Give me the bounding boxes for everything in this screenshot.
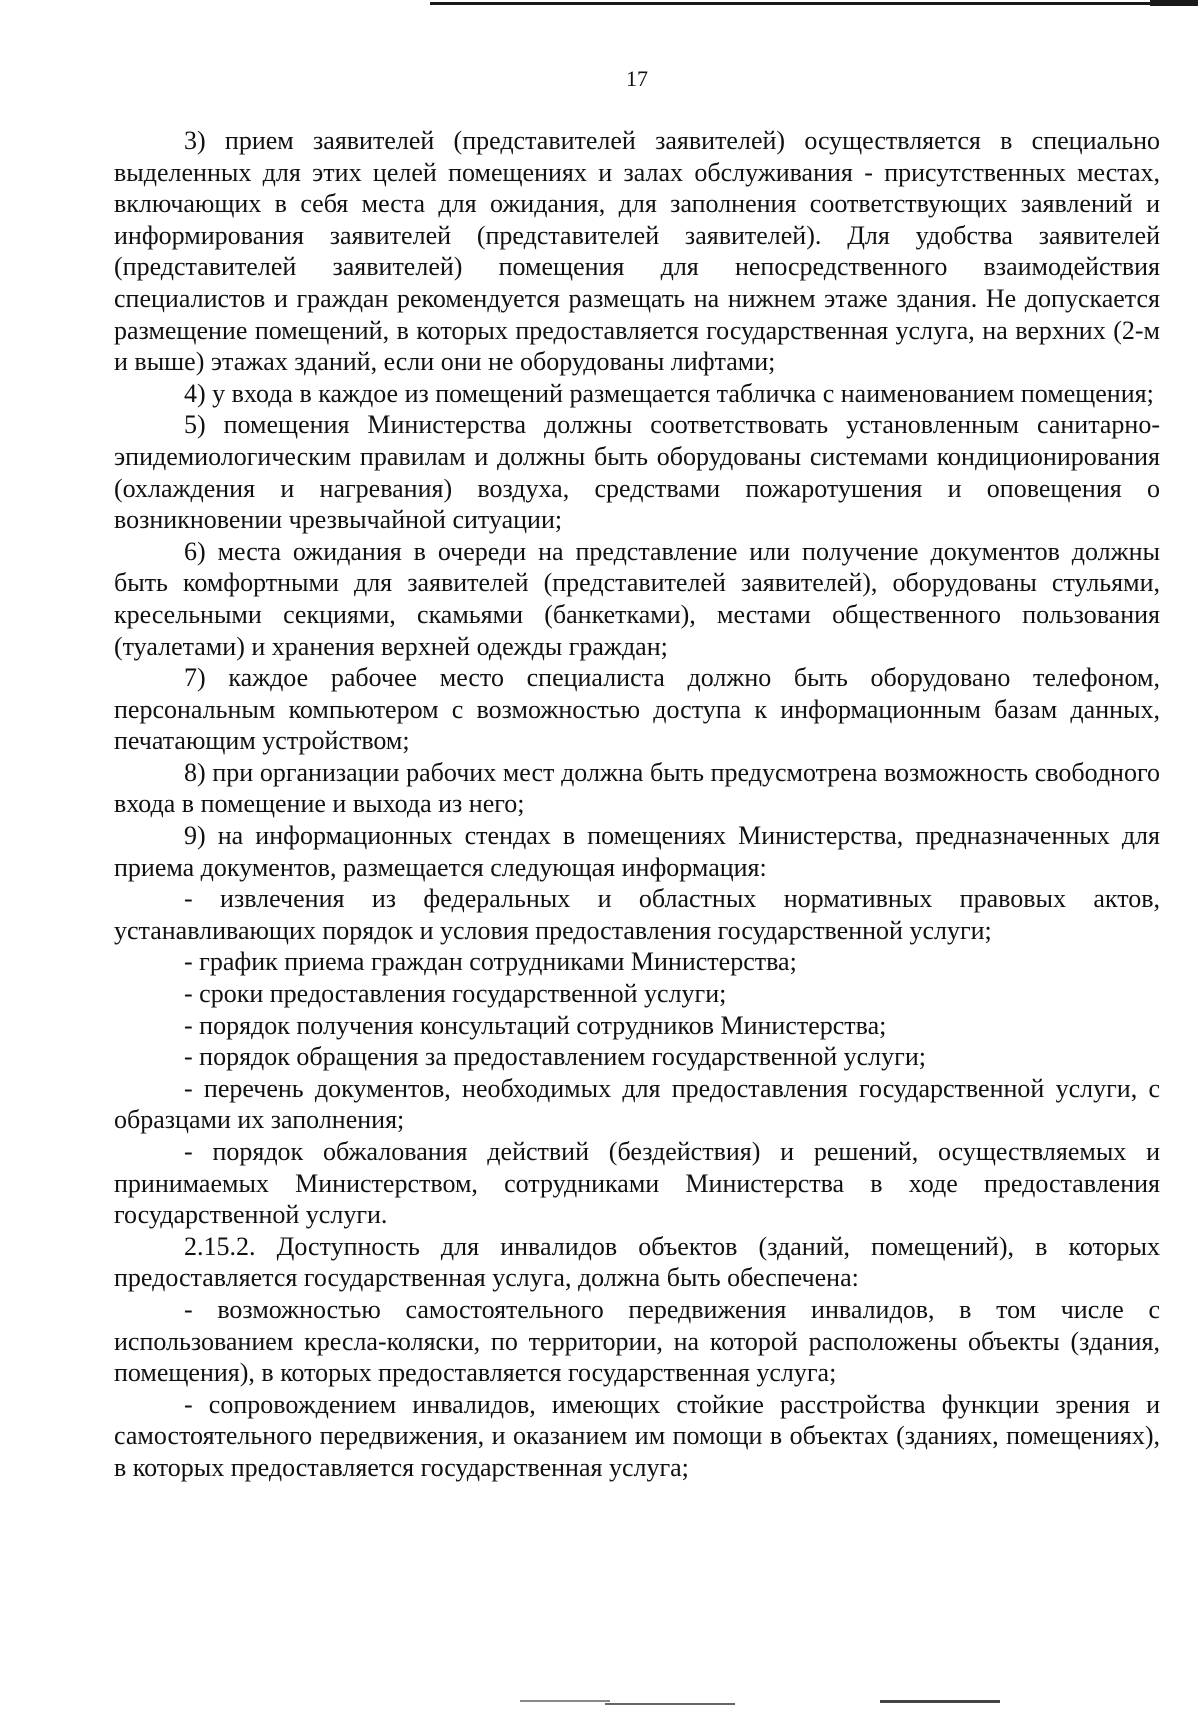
list-item-schedule: - график приема граждан сотрудниками Министерства; [184, 947, 797, 977]
list-item-application-order: - порядок обращения за предоставлением государственной услуги; [184, 1042, 926, 1072]
scan-top-border [430, 2, 1198, 5]
paragraph-item-3: 3) прием заявителей (представителей заявителей) осуществляется в специально выделенных для этих целей помещениях и залах обслуживания - присутственных местах, включающих в себя места для ожидания, для заполнения соответствующих заявлений и информирования заявителей (представителей заявителей). Для удобства заявителей (представителей заявителей) помещения для непосредственного взаимодействия специалистов и граждан рекомендуется размещать на нижнем этаже здания. Не допускается размещение помещений, в которых предоставляется государственная услуга, на верхних (2-м и выше) этажах зданий, если они не оборудованы лифтами; [114, 126, 1160, 377]
list-item-consultations: - порядок получения консультаций сотрудников Министерства; [184, 1010, 887, 1040]
paragraph-item-7: 7) каждое рабочее место специалиста должно быть оборудовано телефоном, персональным компьютером с возможностью доступа к информационным базам данных, печатающим устройством; [114, 663, 1160, 756]
paragraph-2-15-2: 2.15.2. Доступность для инвалидов объектов (зданий, помещений), в которых предоставляется государственная услуга, должна быть обеспечена: [114, 1231, 1160, 1293]
list-item-terms: - сроки предоставления государственной услуги; [184, 979, 727, 1009]
document-body [114, 125, 1160, 1484]
page-number: 17 [626, 66, 648, 91]
list-item-appeal-order: - порядок обжалования действий (бездействия) и решений, осуществляемых и принимаемых Министерством, сотрудниками Министерства в ходе предоставления государственной услуги. [114, 1137, 1160, 1230]
paragraph-item-4: 4) у входа в каждое из помещений размещается табличка с наименованием помещения; [184, 378, 1154, 408]
list-item-escort: - сопровождением инвалидов, имеющих стойкие расстройства функции зрения и самостоятельного передвижения, и оказанием им помощи в объектах (зданиях, помещениях), в которых предоставляется государственная услуга; [114, 1389, 1160, 1482]
list-item-documents-list: - перечень документов, необходимых для предоставления государственной услуги, с образцами их заполнения; [114, 1073, 1160, 1135]
scan-top-border-mark [1150, 0, 1198, 6]
scan-bottom-mark [605, 1703, 735, 1705]
paragraph-item-5: 5) помещения Министерства должны соответствовать установленным санитарно-эпидемиологическим правилам и должны быть оборудованы системами кондиционирования (охлаждения и нагревания) воздуха, средствами пожаротушения и оповещения о возникновении чрезвычайной ситуации; [114, 410, 1160, 535]
list-item-wheelchair-access: - возможностью самостоятельного передвижения инвалидов, в том числе с использованием кресла-коляски, по территории, на которой расположены объекты (здания, помещения), в которых предоставляется государственная услуга; [114, 1294, 1160, 1388]
scan-bottom-mark [880, 1700, 1000, 1703]
list-item-legal-acts: - извлечения из федеральных и областных нормативных правовых актов, устанавливающих порядок и условия предоставления государственной услуги; [114, 884, 1160, 945]
paragraph-item-8: 8) при организации рабочих мест должна быть предусмотрена возможность свободного входа в помещение и выхода из него; [114, 757, 1160, 819]
paragraph-item-6: 6) места ожидания в очереди на представление или получение документов должны быть комфортными для заявителей (представителей заявителей), оборудованы стульями, кресельными секциями, скамьями (банкетками), местами общественного пользования (туалетами) и хранения верхней одежды граждан; [114, 536, 1160, 661]
paragraph-item-9: 9) на информационных стендах в помещениях Министерства, предназначенных для приема документов, размещается следующая информация: [114, 821, 1160, 882]
scan-bottom-mark [520, 1700, 610, 1702]
